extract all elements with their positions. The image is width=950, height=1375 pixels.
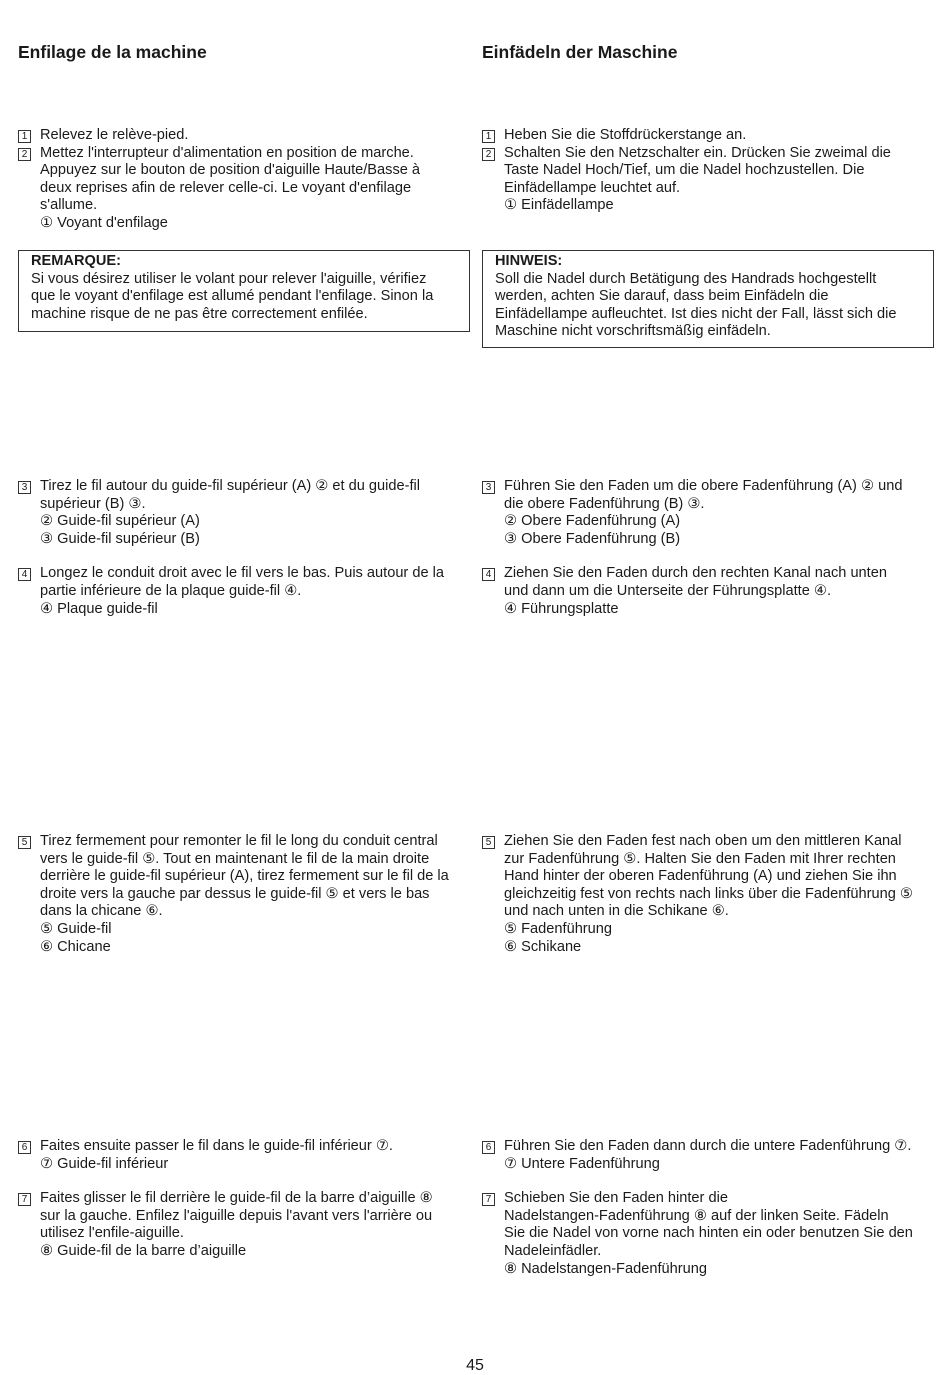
part-label: ① Einfädellampe bbox=[504, 197, 614, 214]
step-line: Hand hinter der oberen Fadenführung (A) und ziehen Sie ihn bbox=[504, 868, 897, 885]
step-line: Führen Sie den Faden um die obere Fadenführung (A) ② und bbox=[504, 478, 903, 494]
step-5-de bbox=[482, 833, 934, 956]
part-label: ③ Guide-fil supérieur (B) bbox=[40, 530, 200, 547]
step-number-7: 7 bbox=[482, 1193, 495, 1206]
part-label: ⑥ Chicane bbox=[40, 938, 111, 955]
steps-6-7-fr bbox=[18, 1138, 470, 1261]
step-line: Nadelstangen-Fadenführung ⑧ auf der linken Seite. Fädeln bbox=[504, 1207, 889, 1224]
section-title-de: Einfädeln der Maschine bbox=[482, 42, 678, 62]
step-5-block-fr bbox=[18, 833, 470, 956]
step-number-5: 5 bbox=[18, 836, 31, 849]
step-line: Faites ensuite passer le fil dans le guide-fil inférieur ⑦. bbox=[40, 1138, 393, 1154]
step-number-4: 4 bbox=[482, 568, 495, 581]
step-line: derrière le guide-fil supérieur (A), tirez fermement sur le fil de la bbox=[40, 868, 449, 885]
step-4-de bbox=[482, 565, 934, 618]
page-number: 45 bbox=[466, 1357, 484, 1374]
step-line: gleichzeitig fest von rechts nach links über die Fadenführung ⑤ bbox=[504, 885, 913, 902]
step-line: utilisez l'enfile-aiguille. bbox=[40, 1225, 184, 1242]
step-line: Nadeleinfädler. bbox=[504, 1242, 602, 1259]
step-6-de bbox=[482, 1138, 934, 1173]
step-line: supérieur (B) ③. bbox=[40, 495, 146, 512]
part-label: ⑤ Fadenführung bbox=[504, 920, 613, 937]
steps-3-4-de bbox=[482, 478, 934, 618]
step-line: deux reprises afin de relever celle-ci. Le voyant d'enfilage bbox=[40, 179, 412, 196]
step-number-2: 2 bbox=[482, 148, 495, 161]
step-line: Schieben Sie den Faden hinter die bbox=[504, 1190, 728, 1207]
part-label: ⑤ Guide-fil bbox=[40, 920, 112, 937]
step-1-de bbox=[482, 127, 934, 145]
part-label: ② Obere Fadenführung (A) bbox=[504, 513, 681, 530]
step-line: die obere Fadenführung (B) ③. bbox=[504, 495, 705, 512]
note-line: machine risque de ne pas être correctement enfilée. bbox=[31, 305, 368, 322]
step-4-fr bbox=[18, 565, 470, 618]
step-number-3: 3 bbox=[18, 481, 31, 494]
step-line: s'allume. bbox=[40, 197, 98, 214]
part-label: ⑦ Guide-fil inférieur bbox=[40, 1155, 169, 1172]
note-heading: REMARQUE: bbox=[31, 253, 121, 269]
note-line: que le voyant d'enfilage est allumé pendant l'enfilage. Sinon la bbox=[31, 288, 434, 305]
part-label: ⑧ Nadelstangen-Fadenführung bbox=[504, 1260, 707, 1277]
step-line: Führen Sie den Faden dann durch die untere Fadenführung ⑦. bbox=[504, 1138, 912, 1154]
part-label: ⑦ Untere Fadenführung bbox=[504, 1155, 660, 1172]
steps-6-7-de bbox=[482, 1138, 934, 1278]
steps-3-4-fr bbox=[18, 478, 470, 618]
part-label: ② Guide-fil supérieur (A) bbox=[40, 513, 200, 530]
note-line: werden, achten Sie darauf, dass beim Einfädeln die bbox=[495, 288, 829, 305]
step-7-fr bbox=[18, 1190, 470, 1260]
step-line: Einfädellampe leuchtet auf. bbox=[504, 179, 681, 196]
step-number-5: 5 bbox=[482, 836, 495, 849]
step-line: Taste Nadel Hoch/Tief, um die Nadel hochzustellen. Die bbox=[504, 162, 865, 179]
note-box-de bbox=[482, 250, 934, 348]
step-line: Schalten Sie den Netzschalter ein. Drücken Sie zweimal die bbox=[504, 144, 891, 161]
step-line: Ziehen Sie den Faden fest nach oben um den mittleren Kanal bbox=[504, 833, 902, 849]
step-line: Appuyez sur le bouton de position d'aiguille Haute/Basse à bbox=[40, 162, 421, 179]
section-title-fr: Enfilage de la machine bbox=[18, 42, 207, 62]
note-box-fr bbox=[18, 250, 470, 332]
step-line: und nach unten in die Schikane ⑥. bbox=[504, 903, 729, 920]
steps-1-2-fr bbox=[18, 127, 470, 233]
steps-1-2-de bbox=[482, 127, 934, 215]
step-2-de bbox=[482, 145, 934, 215]
step-line: Tirez fermement pour remonter le fil le long du conduit central bbox=[40, 833, 438, 849]
step-line: und dann um die Unterseite der Führungsplatte ④. bbox=[504, 582, 832, 599]
step-5-block-de bbox=[482, 833, 934, 956]
part-label: ④ Plaque guide-fil bbox=[40, 600, 158, 617]
note-line: Si vous désirez utiliser le volant pour relever l'aiguille, vérifiez bbox=[31, 270, 427, 287]
note-line: Maschine nicht vorschriftsmäßig einfädeln. bbox=[495, 323, 771, 340]
part-label: ⑥ Schikane bbox=[504, 938, 582, 955]
step-text: Relevez le relève-pied. bbox=[40, 127, 189, 143]
note-line: Einfädellampe aufleuchtet. Ist dies nicht der Fall, lässt sich die bbox=[495, 305, 897, 322]
step-number-7: 7 bbox=[18, 1193, 31, 1206]
step-number-1: 1 bbox=[18, 130, 31, 143]
step-line: droite vers la gauche par dessus le guide-fil ⑤ et vers le bas bbox=[40, 885, 430, 902]
step-2-fr bbox=[18, 145, 470, 233]
part-label: ④ Führungsplatte bbox=[504, 600, 619, 617]
step-number-4: 4 bbox=[18, 568, 31, 581]
part-label: ① Voyant d'enfilage bbox=[40, 214, 168, 231]
step-line: sur la gauche. Enfilez l'aiguille depuis l'avant vers l'arrière ou bbox=[40, 1207, 433, 1224]
step-line: zur Fadenführung ⑤. Halten Sie den Faden mit Ihrer rechten bbox=[504, 850, 896, 867]
step-number-3: 3 bbox=[482, 481, 495, 494]
step-7-de bbox=[482, 1190, 934, 1278]
step-line: partie inférieure de la plaque guide-fil ④. bbox=[40, 582, 302, 599]
step-line: Faites glisser le fil derrière le guide-fil de la barre d’aiguille ⑧ bbox=[40, 1190, 433, 1207]
step-text: Heben Sie die Stoffdrückerstange an. bbox=[504, 127, 747, 143]
note-line: Soll die Nadel durch Betätigung des Handrads hochgestellt bbox=[495, 270, 877, 287]
step-3-fr bbox=[18, 478, 470, 548]
note-heading: HINWEIS: bbox=[495, 253, 563, 269]
step-5-fr bbox=[18, 833, 470, 956]
step-line: dans la chicane ⑥. bbox=[40, 903, 163, 920]
step-1-fr bbox=[18, 127, 470, 145]
step-line: Sie die Nadel von vorne nach hinten ein oder benutzen Sie den bbox=[504, 1225, 913, 1242]
step-line: vers le guide-fil ⑤. Tout en maintenant le fil de la main droite bbox=[40, 850, 430, 867]
step-3-de bbox=[482, 478, 934, 548]
step-number-1: 1 bbox=[482, 130, 495, 143]
step-line: Longez le conduit droit avec le fil vers le bas. Puis autour de la bbox=[40, 565, 444, 582]
part-label: ⑧ Guide-fil de la barre d’aiguille bbox=[40, 1242, 247, 1259]
step-line: Mettez l'interrupteur d'alimentation en position de marche. bbox=[40, 144, 414, 161]
step-number-6: 6 bbox=[482, 1141, 495, 1154]
step-line: Tirez le fil autour du guide-fil supérieur (A) ② et du guide-fil bbox=[40, 478, 420, 494]
step-number-6: 6 bbox=[18, 1141, 31, 1154]
part-label: ③ Obere Fadenführung (B) bbox=[504, 530, 681, 547]
step-number-2: 2 bbox=[18, 148, 31, 161]
step-line: Ziehen Sie den Faden durch den rechten Kanal nach unten bbox=[504, 565, 887, 582]
step-6-fr bbox=[18, 1138, 470, 1173]
